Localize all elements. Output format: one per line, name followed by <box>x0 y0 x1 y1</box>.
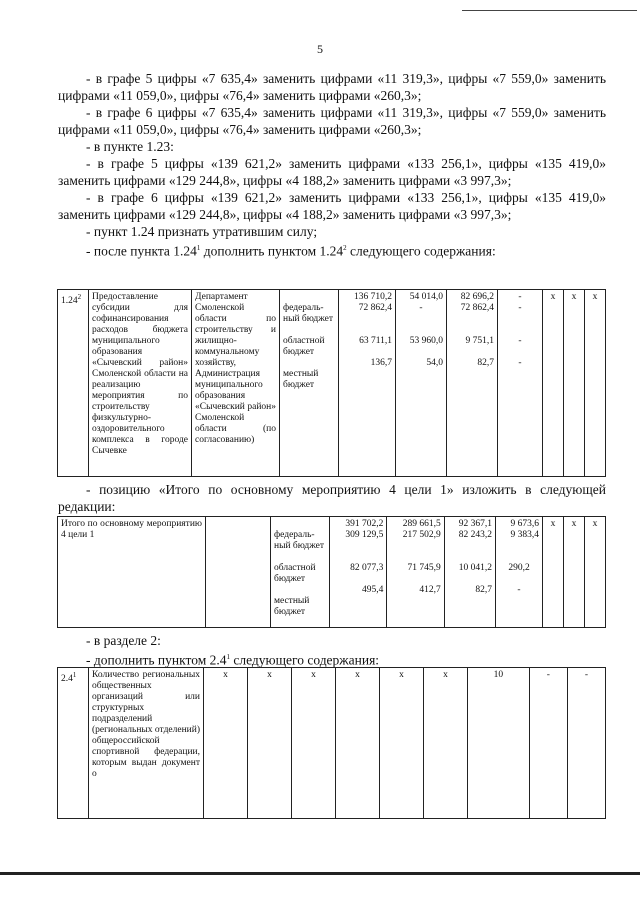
col-year-3: - - - - <box>498 290 543 477</box>
funding-sources: федераль-ный бюджет областной бюджет местный бюджет <box>280 290 339 477</box>
amendment-line: - в графе 5 цифры «139 621,2» заменить цифрами «133 256,1», цифры «135 419,0» заменить цифрами «129 244,8», цифры «4 188,2» заменить цифрами «3 997,3»; <box>58 156 606 188</box>
x-mark: x <box>564 517 585 628</box>
table-item-1242 <box>57 289 606 477</box>
item-name: Предоставление субсидии для софинансирования расходов бюджета муниципального образования «Сычевский район» Смоленской области на реализацию мероприятия по строительству физкультурно-оздоровительного комплекса в городе Сычевке <box>89 290 192 477</box>
table-itogo <box>57 516 606 628</box>
table-cell: x <box>248 668 292 819</box>
col-year-1: 54 014,0 - 53 960,0 54,0 <box>396 290 447 477</box>
table-cell: x <box>204 668 248 819</box>
col-year-3: 9 673,6 9 383,4 290,2 - <box>496 517 543 628</box>
top-rule <box>462 10 637 11</box>
amendment-line: - пункт 1.24 признать утратившим силу; <box>86 224 318 239</box>
table-cell: x <box>380 668 424 819</box>
amendment-line: - в пункте 1.23: <box>86 139 174 154</box>
x-mark: x <box>585 517 606 628</box>
amendment-section2: - в разделе 2: - дополнить пунктом $2.4^1$ следующего содержания: <box>58 632 606 669</box>
item-number: 1.24$^2$ <box>58 290 89 477</box>
amendment-line: - в графе 5 цифры «7 635,4» заменить цифрами «11 319,3», цифры «7 559,0» заменить цифрами «11 059,0», цифры «76,4» заменить цифрами «260,3»; <box>58 71 606 103</box>
amendment-line: - в графе 6 цифры «7 635,4» заменить цифрами «11 319,3», цифры «7 559,0» заменить цифрами «11 059,0», цифры «76,4» заменить цифрами «260,3»; <box>58 105 606 137</box>
table-cell: x <box>336 668 380 819</box>
x-mark: x <box>585 290 606 477</box>
x-mark: x <box>543 290 564 477</box>
amendment-line-add-241: - дополнить пунктом $2.4^1$ следующего содержания: <box>86 652 380 668</box>
amendment-line: - в графе 6 цифры «139 621,2» заменить цифрами «133 256,1», цифры «135 419,0» заменить цифрами «129 244,8», цифры «4 188,2» заменить цифрами «3 997,3»; <box>58 190 606 222</box>
item-number: $2.4^1$ <box>58 668 89 819</box>
x-mark: x <box>543 517 564 628</box>
funding-sources: федераль-ный бюджет областной бюджет местный бюджет <box>271 517 330 628</box>
x-mark: x <box>564 290 585 477</box>
table-cell: x <box>424 668 468 819</box>
col-year-1: 289 661,5 217 502,9 71 745,9 412,7 <box>387 517 444 628</box>
amendment-line-add-1242: - после пункта 1.24$^1$ дополнить пунктом 1.24$^2$ следующего содержания: <box>86 243 496 259</box>
item-name: Количество региональных общественных организаций или структурных подразделений (региональных отделений) общероссийской спортивной федерации, которым выдан документ о <box>89 668 204 819</box>
amendment-text-block <box>58 70 606 260</box>
col-total: 391 702,2 309 129,5 82 077,3 495,4 <box>330 517 387 628</box>
col-year-2: 82 696,2 72 862,4 9 751,1 82,7 <box>446 290 497 477</box>
table-item-241 <box>57 667 606 819</box>
table-cell: - <box>567 668 605 819</box>
itogo-name: Итого по основному мероприятию 4 цели 1 <box>58 517 206 628</box>
table-cell: 10 <box>468 668 530 819</box>
table-cell: - <box>529 668 567 819</box>
empty-cell <box>206 517 271 628</box>
col-total: 136 710,2 72 862,4 63 711,1 136,7 <box>339 290 396 477</box>
bottom-rule <box>0 872 640 875</box>
item-executor: Департамент Смоленской области по строительству и жилищно-коммунальному хозяйству, Администрация муниципального образования «Сычевский район» Смоленской области (по согласованию) <box>192 290 280 477</box>
page-number: 5 <box>317 42 323 56</box>
amendment-itogo: - позицию «Итого по основному мероприятию 4 цели 1» изложить в следующей редакции: <box>58 482 606 514</box>
table-cell: x <box>292 668 336 819</box>
col-year-2: 92 367,1 82 243,2 10 041,2 82,7 <box>444 517 495 628</box>
